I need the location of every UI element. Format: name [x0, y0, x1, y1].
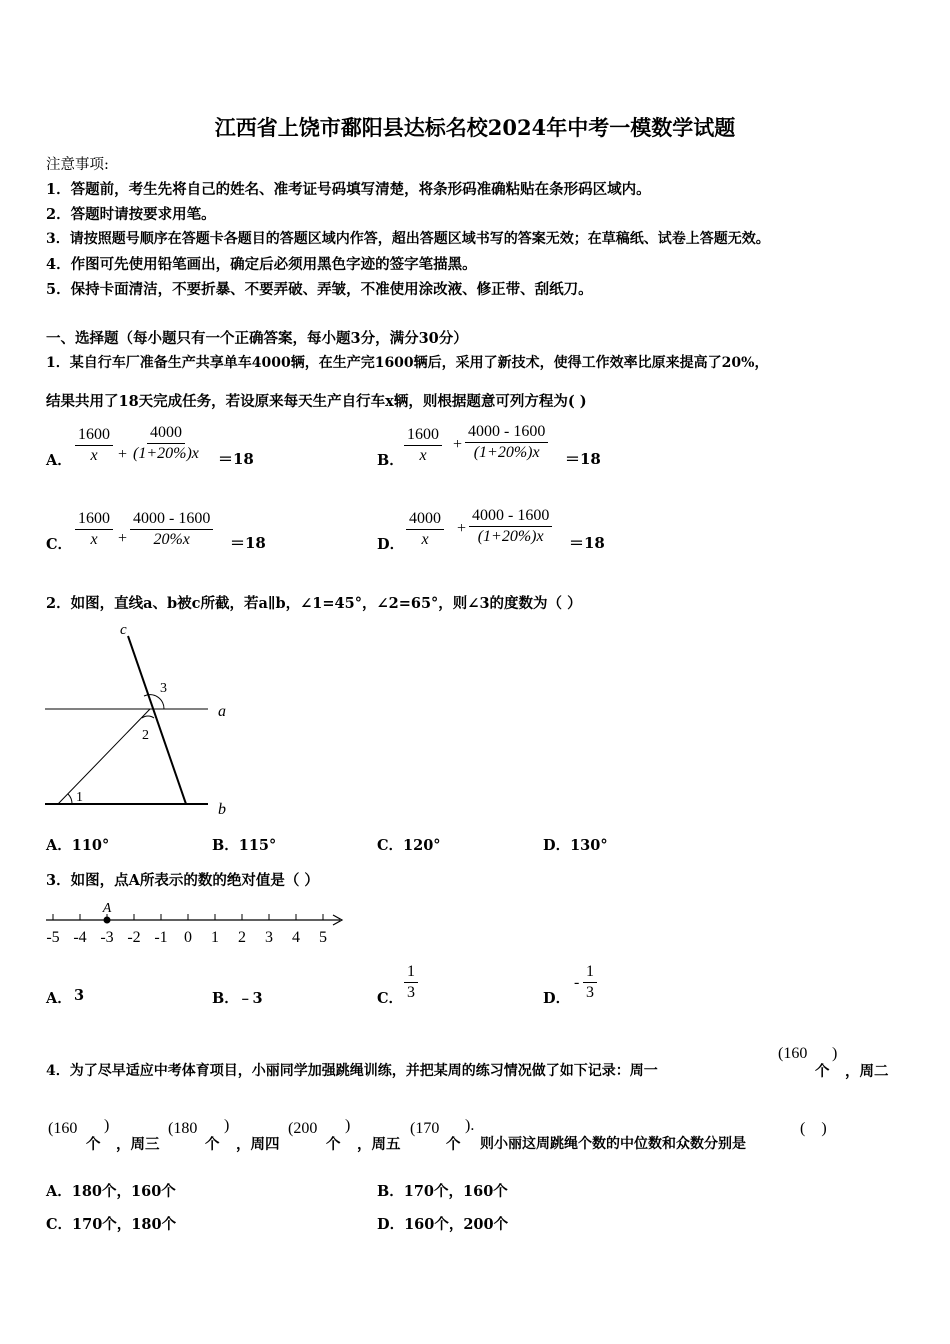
denominator: x — [421, 531, 429, 548]
numerator: 1 — [583, 962, 597, 983]
numerator: 1 — [404, 962, 418, 983]
q4-tuesday-label: ，周二 — [845, 1063, 889, 1080]
tick-label: 4 — [292, 929, 300, 946]
tick-label: -3 — [100, 929, 114, 946]
plus-sign: + — [457, 520, 467, 537]
value: 180 — [173, 1120, 198, 1137]
q4-wednesday-label: ，周三 — [116, 1136, 160, 1153]
close-paren: ) — [345, 1117, 351, 1134]
q1-option-b-fraction2 — [465, 422, 548, 463]
q1-text-line1: 1．某自行车厂准备生产共享单车4000辆，在生产完1600辆后，采用了新技术，使得工作效率比原来提高了20%， — [46, 355, 769, 371]
close-paren: ) — [224, 1117, 230, 1134]
label-b: b — [218, 801, 226, 818]
denominator: (1+20%)x — [473, 444, 540, 461]
section-heading: 一、选择题（每小题只有一个正确答案，每小题3分，满分30分） — [46, 330, 468, 347]
q3-option-c-fraction — [404, 962, 418, 1003]
label-a: a — [218, 703, 226, 720]
tick-label: 5 — [319, 929, 327, 946]
q4-question-tail: 则小丽这周跳绳个数的中位数和众数分别是 — [480, 1136, 746, 1152]
minus-sign: - — [574, 974, 580, 991]
denominator: 3 — [407, 984, 415, 1001]
equals-18: ＝18 — [565, 450, 601, 468]
tick-label: -4 — [73, 929, 87, 946]
angle-1-arc — [68, 794, 72, 804]
value: 200 — [293, 1120, 318, 1137]
q1-option-b-fraction1 — [404, 425, 442, 466]
unit: 个 — [86, 1136, 101, 1153]
close-paren: ). — [465, 1117, 475, 1134]
numerator: 1600 — [75, 509, 113, 530]
q3-option-d-fraction — [583, 962, 597, 1003]
denominator: (1+20%)x — [477, 528, 544, 545]
q1-text-line2: 结果共用了18天完成任务，若设原来每天生产自行车x辆，则根据题意可列方程为( ) — [46, 393, 587, 410]
q4-option-c: C．170个，180个 — [46, 1216, 177, 1233]
q3-option-a-label: A． — [46, 990, 72, 1007]
denominator: x — [90, 447, 98, 464]
q3-option-b-value: ﹣3 — [238, 990, 263, 1007]
q1-option-a-fraction2 — [130, 423, 202, 464]
q4-monday-value: (160 — [778, 1045, 808, 1062]
q1-option-a-label: A． — [46, 452, 72, 469]
equals-18: ＝18 — [230, 534, 266, 552]
unit: 个 — [446, 1136, 461, 1153]
q4-thursday-value: (200 — [288, 1120, 318, 1137]
equals-18: ＝18 — [218, 450, 254, 468]
notice-item: 4．作图可先使用铅笔画出，确定后必须用黑色字迹的签字笔描黑。 — [46, 256, 477, 273]
angle-2-arc — [142, 716, 154, 718]
label-angle-2: 2 — [142, 728, 149, 743]
q1-option-d-fraction1 — [406, 509, 444, 550]
denominator: 20%x — [153, 531, 190, 548]
numerator: 4000 — [147, 423, 185, 444]
q4-friday-label: ，周五 — [357, 1136, 401, 1153]
q2-option-c: C．120° — [377, 837, 441, 854]
transversal-line — [58, 709, 150, 804]
q4-friday-value: (170 — [410, 1120, 440, 1137]
q3-option-b-label: B． — [212, 990, 239, 1007]
q4-option-a: A．180个，160个 — [46, 1183, 176, 1200]
tick-label: 0 — [184, 929, 192, 946]
answer-blank-parens: ( ) — [800, 1120, 827, 1137]
close-paren: ) — [104, 1117, 110, 1134]
tick-label: 1 — [211, 929, 219, 946]
notice-item: 1．答题前，考生先将自己的姓名、准考证号码填写清楚，将条形码准确粘贴在条形码区域内。 — [46, 181, 651, 198]
tick-label: -1 — [154, 929, 168, 946]
notice-heading: 注意事项: — [46, 157, 109, 173]
value: 160 — [783, 1045, 808, 1062]
denominator: (1+20%)x — [133, 445, 199, 462]
numerator: 1600 — [404, 425, 442, 446]
q3-option-a-value: 3 — [74, 987, 85, 1004]
notice-item: 3．请按照题号顺序在答题卡各题目的答题区域内作答，超出答题区域书写的答案无效；在草稿纸、试卷上答题无效。 — [46, 231, 770, 247]
notice-item: 5．保持卡面清洁，不要折暴、不要弄破、弄皱，不准使用涂改液、修正带、刮纸刀。 — [46, 281, 593, 298]
angle-3-arc — [144, 695, 164, 709]
value: 160 — [53, 1120, 78, 1137]
q1-option-b-label: B． — [377, 452, 404, 469]
numerator: 1600 — [75, 425, 113, 446]
tick-label: 2 — [238, 929, 246, 946]
numerator: 4000 - 1600 — [465, 422, 548, 443]
page-title: 江西省上饶市鄱阳县达标名校2024年中考一模数学试题 — [214, 115, 736, 140]
unit: 个 — [326, 1136, 341, 1153]
close-paren: ) — [832, 1045, 838, 1062]
q1-option-d-label: D． — [377, 536, 405, 553]
q3-number-line — [40, 900, 350, 950]
q3-option-d-label: D． — [543, 990, 571, 1007]
plus-sign: + — [118, 530, 128, 547]
q1-option-d-fraction2 — [469, 506, 552, 547]
tick-label: -2 — [127, 929, 141, 946]
unit: 个 — [205, 1136, 220, 1153]
q3-text: 3．如图，点A所表示的数的绝对值是（ ） — [46, 872, 319, 889]
numerator: 4000 - 1600 — [130, 509, 213, 530]
label-angle-3: 3 — [160, 681, 167, 696]
q1-option-c-label: C． — [46, 536, 73, 553]
q2-option-d: D．130° — [543, 837, 608, 854]
denominator: x — [90, 531, 98, 548]
unit: 个 — [815, 1063, 830, 1080]
denominator: x — [419, 447, 427, 464]
q1-option-c-fraction1 — [75, 509, 113, 550]
q2-parallel-lines-figure — [40, 620, 240, 820]
label-c: c — [120, 622, 127, 638]
q4-thursday-label: ，周四 — [236, 1136, 280, 1153]
numerator: 4000 — [406, 509, 444, 530]
equals-18: ＝18 — [569, 534, 605, 552]
q4-intro: 4．为了尽早适应中考体育项目，小丽同学加强跳绳训练，并把某周的练习情况做了如下记录：周一 — [46, 1063, 658, 1079]
denominator: 3 — [586, 984, 594, 1001]
q4-option-d: D．160个，200个 — [377, 1216, 509, 1233]
value: 170 — [415, 1120, 440, 1137]
point-a-label: A — [102, 901, 112, 916]
notice-item: 2．答题时请按要求用笔。 — [46, 206, 216, 223]
q4-wednesday-value: (180 — [168, 1120, 198, 1137]
tick-label: 3 — [265, 929, 273, 946]
q2-text: 2．如图，直线a、b被c所截，若a∥b，∠1=45°，∠2=65°，则∠3的度数为（ ） — [46, 595, 582, 612]
q4-tuesday-value: (160 — [48, 1120, 78, 1137]
plus-sign: + — [118, 446, 128, 463]
q2-option-a: A．110° — [46, 837, 110, 854]
q1-option-c-fraction2 — [130, 509, 213, 550]
tick-label: -5 — [46, 929, 60, 946]
plus-sign: + — [453, 436, 463, 453]
q1-option-a-fraction1 — [75, 425, 113, 466]
q4-option-b: B．170个，160个 — [377, 1183, 508, 1200]
q3-option-c-label: C． — [377, 990, 404, 1007]
label-angle-1: 1 — [76, 790, 83, 805]
q2-option-b: B．115° — [212, 837, 277, 854]
line-c — [128, 636, 186, 804]
point-a-marker — [104, 917, 111, 924]
numerator: 4000 - 1600 — [469, 506, 552, 527]
